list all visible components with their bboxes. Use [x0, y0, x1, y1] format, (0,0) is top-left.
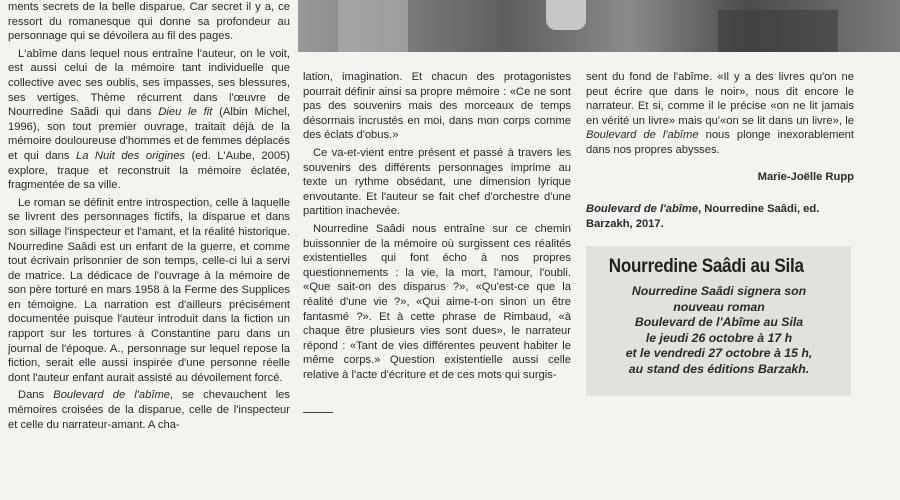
column1-p1-text-c: (ed. L'Aube, 2005) explore, traque et reconstruit la mémoire éclatée, fragmentée de sa ville. — [8, 149, 290, 192]
event-line-1: Nourredine Saâdi signera son — [631, 284, 807, 298]
column1-paragraph-3 — [8, 388, 290, 432]
column2-paragraph-3: Nourredine Saâdi nous entraîne sur ce chemin buissonnier de la mémoire où surgissent ces réalités existentielles qui font écho à nos propres questionnements : la vie, la mort, l'amour, l'oubli. «Que sait-on des disparus ?», «Qu'est-ce que la réalité d'une vie ?», «Qui aime-t-on sinon un être fantasmé ?». Et à cette phrase de Rimbaud, «à chaque être plusieurs vies sont dues», le narrateur répond : «Tant de vies différentes peuvent habiter le même corps.» Question existentielle aussi celle relative à l'acte d'écriture et de ces mots qui surgis- — [303, 222, 571, 381]
article-column-1 — [8, 0, 290, 435]
column3-p1-text-a: sent du fond de l'abîme. «Il y a des livres qu'on ne peut écrire que dans le noir», nous dit encore le narrateur. Et si, comme il le précise «on ne lit jamais en vérité un livre» mais qu'«on se lit dans un livre», le — [586, 71, 854, 127]
event-announcement-box — [586, 246, 851, 396]
article-photo — [298, 0, 900, 52]
book-title-boulevard-2: Boulevard de l'abîme — [586, 129, 699, 142]
author-signature: Marie-Joëlle Rupp — [757, 170, 854, 183]
column2-end-rule — [303, 412, 333, 413]
column1-p3-text-b: , se chevauchent les mémoires croisées de la disparue, celle de l'inspecteur et celle du narrateur-amant. A cha- — [8, 389, 290, 431]
column1-p3-text-a: Dans — [18, 389, 54, 402]
photo-shape-left — [338, 0, 408, 52]
book-title-boulevard: Boulevard de l'abîme — [53, 389, 170, 402]
book-credit-details: , Nourredine Saâdi, ed. Barzakh, 2017. — [586, 203, 820, 230]
column2-paragraph-2: Ce va-et-vient entre présent et passé à travers les souvenirs des différents personnages imprime au texte un rythme obsédant, une dimension lyrique envoutante. Et l'auteur se fait chef d'orchestre d'une partition inachevée. — [303, 146, 571, 218]
column1-p1-text-a: L'abîme dans lequel nous entraîne l'auteur, on le voit, est aussi celui de la mémoire tant individuelle que collective avec ses oublis, ses impasses, ses blessures, ses vertiges. Thème récurrent dans l'œuvre de Nourredine Saâdi qui dans — [8, 47, 290, 119]
event-box-title: Nourredine Saâdi au Sila — [608, 256, 804, 277]
photo-shape-right — [718, 10, 838, 52]
column1-p1-text-b: (Albin Michel, 1996), son tout premier ouvrage, traitait déjà de la mémoire douloureuse d'hommes et de femmes déplacés et qui dans — [8, 106, 290, 162]
book-title-nuit-des-origines: La Nuit des origines — [76, 149, 186, 162]
event-line-5: et le vendredi 27 octobre à 15 h, — [625, 346, 813, 361]
column1-top-fragment: ments secrets de la belle disparue. Car secret il y a, ce ressort du romanesque qui donne sa profondeur au personnage qui se dévoilera au fil des pages. — [8, 1, 290, 43]
event-line-2: nouveau roman — [673, 299, 765, 314]
event-line-6: au stand des éditions Barzakh. — [628, 361, 810, 376]
photo-shape-center — [546, 0, 586, 30]
column1-paragraph-2: Le roman se définit entre introspection, celle à laquelle se livrent des personnages fictifs, la disparue et dans son sillage l'inspecteur et l'amant, et la réalité historique. Nourredine Saâdi est un enfant de la guerre, et comme tout écrivain prisonnier de son temps, celle-ci lui a servi de matrice. La dédicace de l'ouvrage à la mémoire de son père torturé en mars 1958 à la Ferme des Supplices en témoigne. La narration est d'ailleurs précisément documentée puisque l'auteur introduit dans la fiction un rapport sur les tortures à Constantine paru dans un journal de l'époque. A., personnage sur lequel repose la fiction, serait elle aussi inspirée d'une personne réelle dont l'auteur enfant aurait assisté au dévoilement forcé. — [8, 196, 290, 384]
column2-paragraph-1: lation, imagination. Et chacun des protagonistes pourrait définir ainsi sa propre mémoire : «Ce ne sont pas des souvenirs mais des morceaux de temps désormais incrustés en moi, dans mon corps comme des éclats d'obus.» — [303, 71, 571, 142]
article-column-3 — [586, 70, 854, 231]
article-column-2 — [303, 70, 571, 385]
column3-p1-text-b: nous plonge inexorablement dans nos propres abysses. — [586, 129, 854, 156]
event-box-text — [594, 284, 844, 378]
column3-paragraph-1 — [586, 70, 854, 158]
event-line-4: le jeudi 26 octobre à 17 h — [645, 330, 793, 345]
book-title-dieu-le-fit: Dieu le fit — [158, 106, 213, 119]
book-credit-title: Boulevard de l'abîme — [586, 203, 699, 216]
event-line-3: Boulevard de l'Abîme au Sila — [634, 315, 804, 330]
column1-paragraph-1 — [8, 47, 290, 193]
book-credit — [586, 202, 854, 231]
